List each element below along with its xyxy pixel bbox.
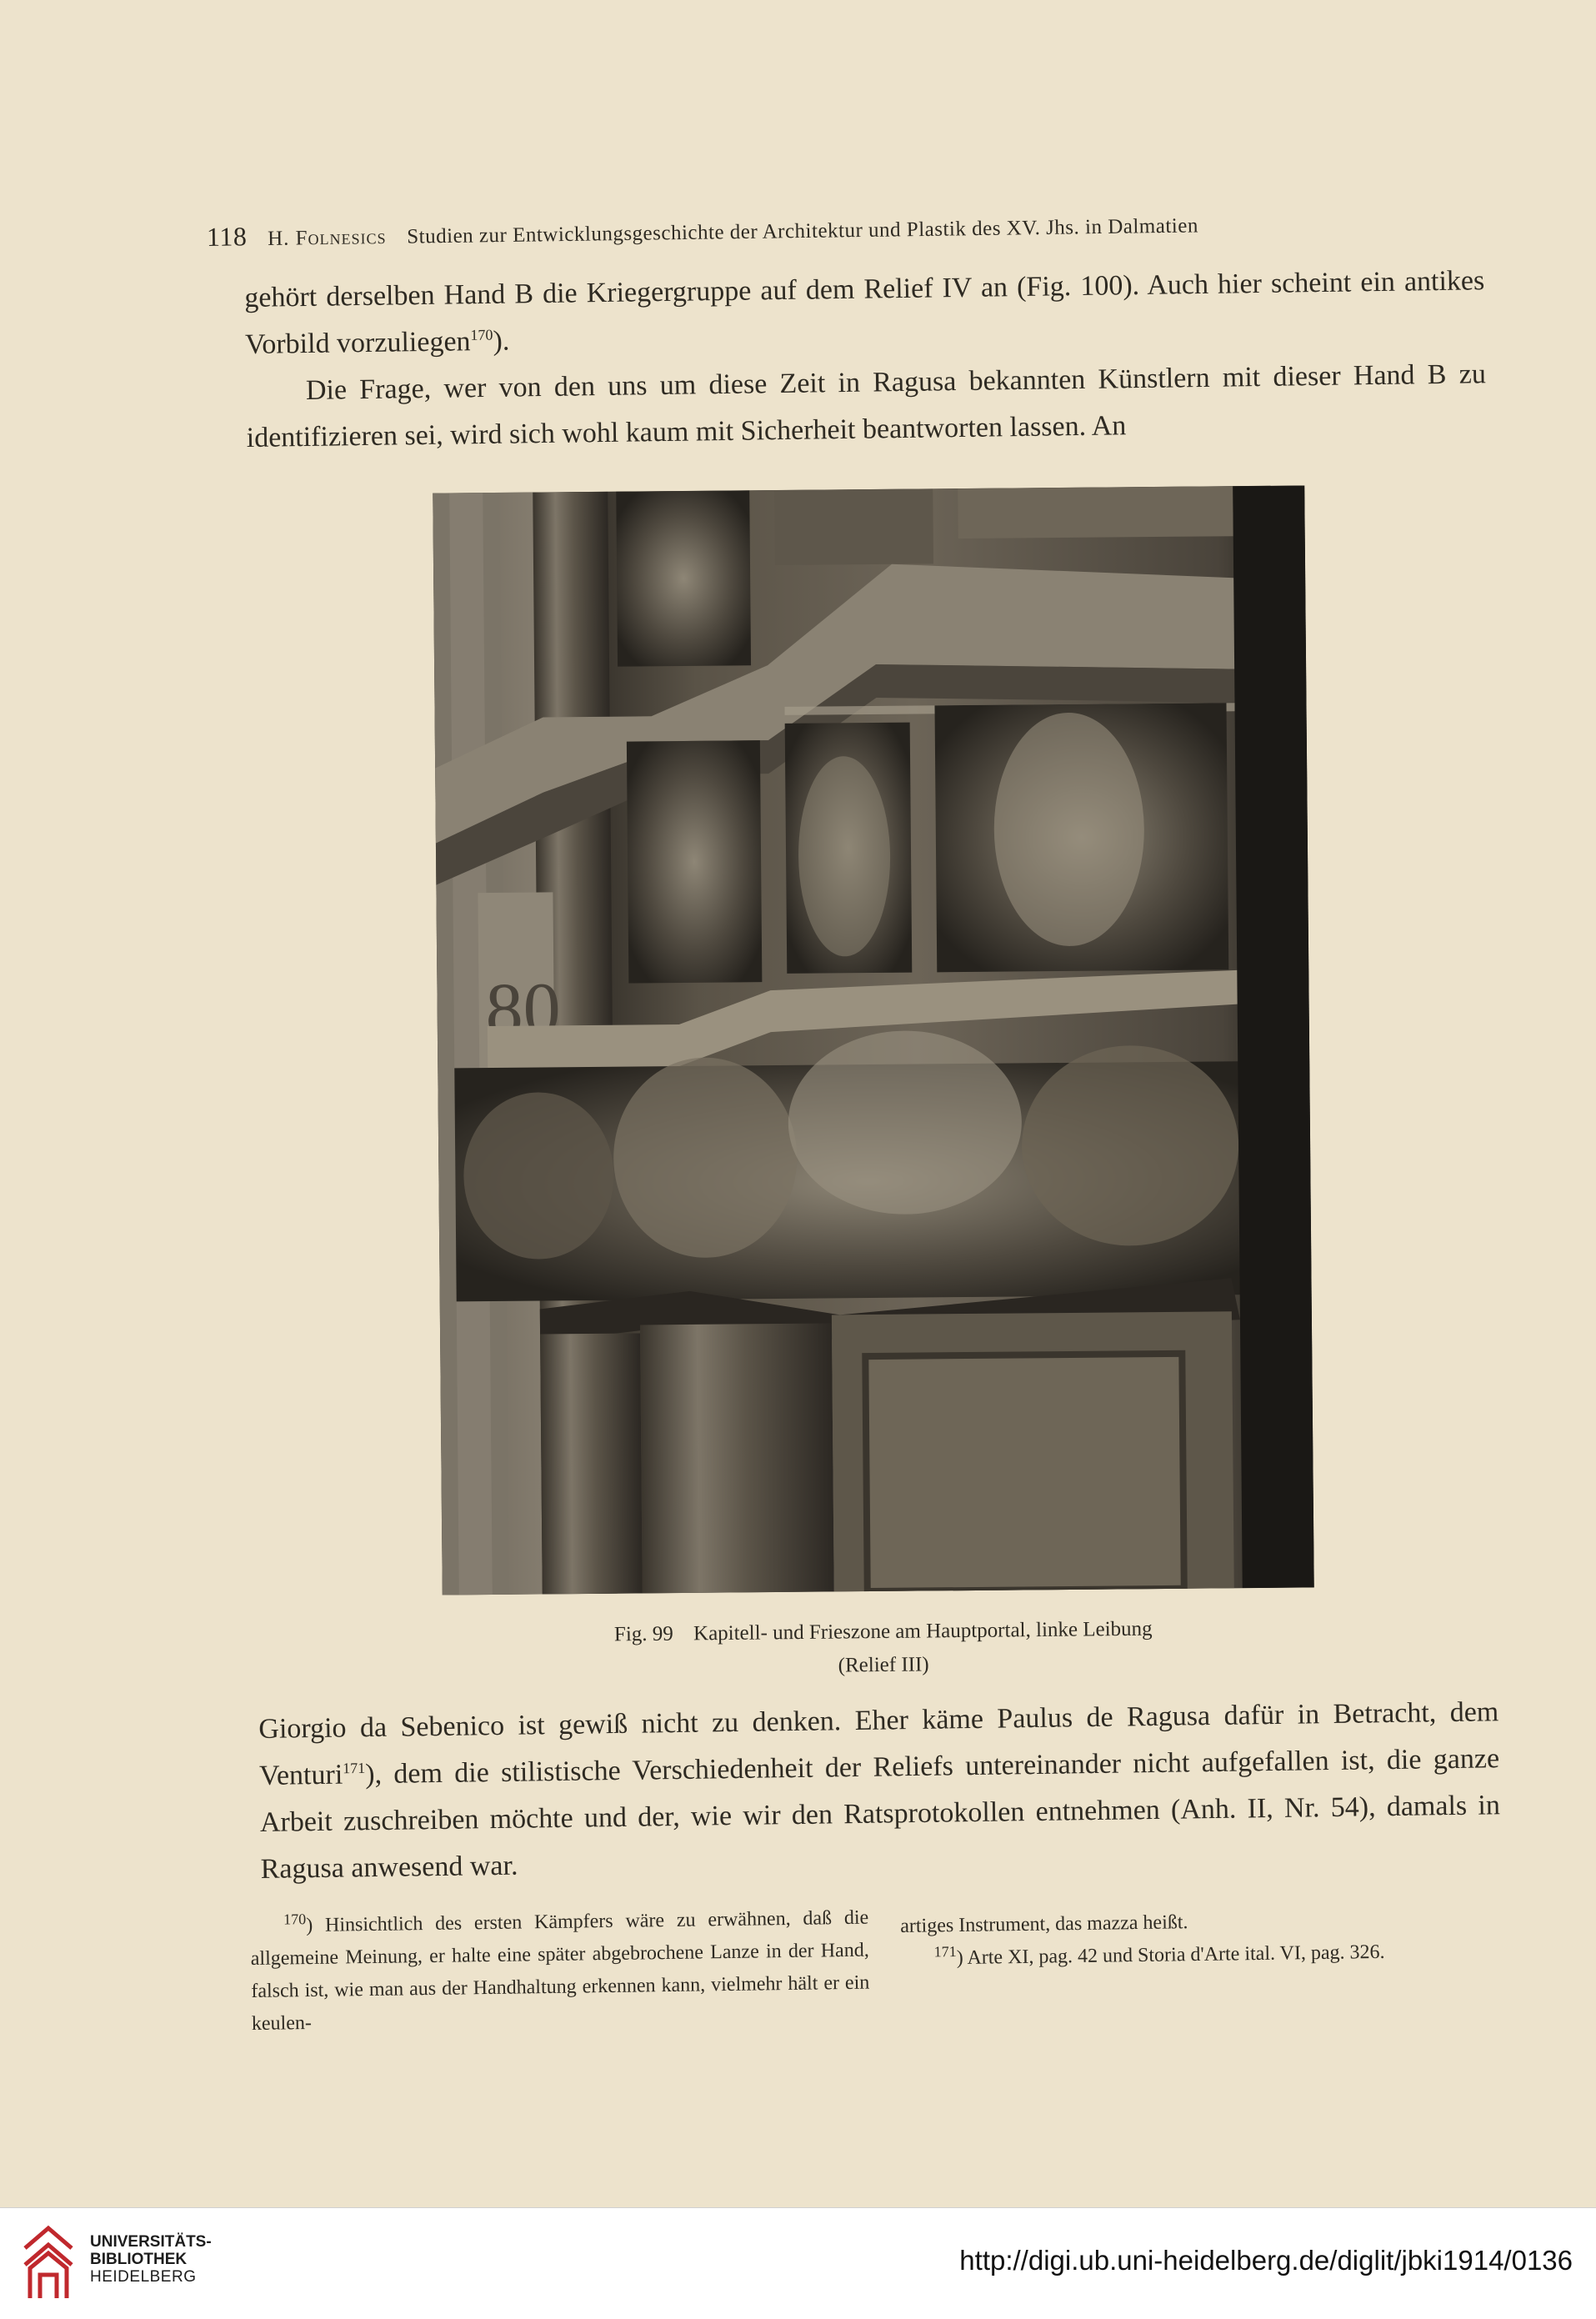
running-title: Studien zur Entwicklungsgeschichte der Architektur und Plastik des XV. Jhs. in Dalmatien xyxy=(407,214,1199,248)
ub-heidelberg-logo-icon[interactable] xyxy=(18,2223,78,2303)
footnote-text: ) Hinsichtlich des ersten Kämpfers wäre zu erwähnen, daß die allgemeine Meinung, er halte eine später abgebrochene Lanze in der Hand, falsch ist, wie man aus der Handhaltung erkennen kann, vielmehr hält er ein keulen- xyxy=(250,1906,870,2035)
text-span: ), dem die stilistische Verschiedenheit der Reliefs untereinander nicht aufgefallen ist, die ganze Arbeit zuschreiben möchte und der, wie wir den Ratsprotokollen entnehmen (Anh. II, Nr. 54), damals in Ragusa anwesend war. xyxy=(259,1743,1501,1885)
wall-inscription: 80 xyxy=(485,968,562,1052)
permalink-url[interactable]: http://digi.ub.uni-heidelberg.de/diglit/jbki1914/0136 xyxy=(959,2245,1573,2276)
body-text-bottom xyxy=(258,1689,1501,1893)
paragraph xyxy=(258,1689,1501,1893)
running-head xyxy=(207,205,1423,253)
library-line: HEIDELBERG xyxy=(90,2268,197,2286)
body-text-top xyxy=(244,258,1487,462)
footnote-ref-171[interactable]: 171 xyxy=(343,1759,366,1777)
library-line: BIBLIOTHEK xyxy=(90,2251,188,2268)
figure-photograph xyxy=(433,485,1313,1595)
author-name: H. Folnesics xyxy=(267,225,387,250)
footnote-indent xyxy=(250,1931,283,1932)
library-line: UNIVERSITÄTS- xyxy=(90,2233,212,2251)
library-name xyxy=(90,2233,212,2286)
caption-line-2: (Relief III) xyxy=(838,1653,929,1677)
paragraph xyxy=(244,258,1485,368)
figure-caption xyxy=(508,1611,1259,1685)
footnote-column-right xyxy=(900,1902,1509,1976)
paragraph: Die Frage, wer von den uns um diese Zeit in Ragusa bekannten Künstlern mit dieser Hand B zu identifizieren sei, wird sich wohl kaum mit Sicherheit beantworten lassen. An xyxy=(246,358,1487,453)
footnote-170-continuation: artiges Instrument, das mazza heißt. xyxy=(900,1911,1188,1937)
text-span: gehört derselben Hand B die Kriegergruppe auf dem Relief IV an (Fig. 100). Auch hier scheint ein antikes Vorbild vorzuliegen xyxy=(244,265,1485,360)
footnote-text: ) Arte XI, pag. 42 und Storia d'Arte ital. VI, pag. 326. xyxy=(956,1941,1385,1970)
footnote-ref-170[interactable]: 170 xyxy=(470,326,493,343)
figure-number: Fig. 99 xyxy=(613,1622,673,1646)
text-span: Giorgio da Sebenico ist gewiß nicht zu denken. Eher käme Paulus de Ragusa dafür in Betracht, dem Venturi xyxy=(258,1696,1499,1791)
caption-line-1: Kapitell- und Frieszone am Hauptportal, linke Leibung xyxy=(693,1617,1153,1645)
footnote-170 xyxy=(250,1902,870,2041)
capital-relief-photo xyxy=(433,485,1313,1595)
library-footer xyxy=(0,2207,1596,2319)
footnote-number: 170 xyxy=(283,1911,307,1928)
text-span: ). xyxy=(493,325,510,357)
footnote-number: 171 xyxy=(933,1943,957,1961)
page-number: 118 xyxy=(206,221,248,252)
